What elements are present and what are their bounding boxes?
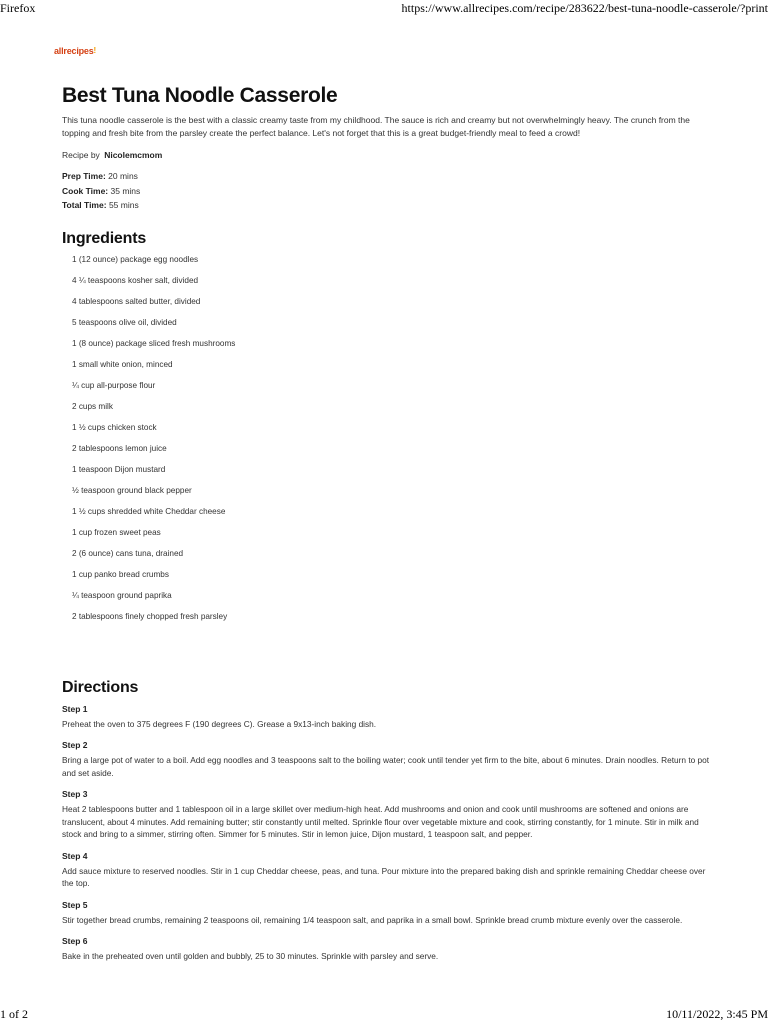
direction-step-6 xyxy=(62,934,712,963)
step-text: Bring a large pot of water to a boil. Add egg noodles and 3 teaspoons salt to the boiling water; cook until tender yet firm to the bite, about 6 minutes. Drain noodles. Return to pot and set aside. xyxy=(62,755,710,778)
browser-name: Firefox xyxy=(0,1,36,15)
step-title: Step 1 xyxy=(62,703,88,714)
ingredient-item: ¼ cup all-purpose flour xyxy=(72,380,156,390)
ingredient-item: 1 teaspoon Dijon mustard xyxy=(72,464,166,474)
direction-step-4 xyxy=(62,849,712,890)
direction-step-2 xyxy=(62,738,712,779)
ingredient-item: 2 tablespoons lemon juice xyxy=(72,443,167,453)
recipe-byline xyxy=(62,150,712,160)
step-title: Step 3 xyxy=(62,789,88,799)
ingredient-item: 5 teaspoons olive oil, divided xyxy=(72,317,177,327)
byline-prefix: Recipe by xyxy=(62,150,100,160)
step-title: Step 2 xyxy=(62,740,88,750)
direction-step-1 xyxy=(62,702,712,731)
page-url[interactable]: https://www.allrecipes.com/recipe/283622/best-tuna-noodle-casserole/?print xyxy=(401,1,768,15)
ingredient-item: 1 cup frozen sweet peas xyxy=(72,527,161,537)
ingredient-item: ½ teaspoon ground black pepper xyxy=(72,485,192,495)
page-indicator: 1 of 2 xyxy=(0,1007,28,1021)
print-header xyxy=(0,0,768,16)
direction-step-5 xyxy=(62,898,712,927)
ingredient-item: 1 (8 ounce) package sliced fresh mushrooms xyxy=(72,338,236,348)
ingredient-item: 2 (6 ounce) cans tuna, drained xyxy=(72,548,184,558)
ingredients-list xyxy=(72,253,712,631)
direction-step-3 xyxy=(62,787,712,841)
step-text: Preheat the oven to 375 degrees F (190 degrees C). Grease a 9x13-inch baking dish. xyxy=(62,718,377,729)
ingredient-item: 1 cup panko bread crumbs xyxy=(72,569,169,579)
directions-heading: Directions xyxy=(62,678,139,696)
ingredients-heading: Ingredients xyxy=(62,229,147,247)
ingredient-item: 2 cups milk xyxy=(72,401,113,411)
ingredient-item: ¼ teaspoon ground paprika xyxy=(72,590,172,600)
recipe-description: This tuna noodle casserole is the best with a classic creamy taste from my childhood. The sauce is rich and creamy but not overwhelmingly heavy. The crunch from the topping and fresh bite from the parsley create the perfect balance. Let's not forget that this is a great budget-friendly meal to feed a crowd! xyxy=(62,115,690,138)
ingredient-item: 1 ½ cups chicken stock xyxy=(72,422,157,432)
allrecipes-logo[interactable] xyxy=(54,46,96,56)
ingredient-item: 1 (12 ounce) package egg noodles xyxy=(72,254,199,264)
recipe-times xyxy=(62,169,712,213)
step-title: Step 4 xyxy=(62,850,88,861)
step-text: Heat 2 tablespoons butter and 1 tablespoon oil in a large skillet over medium-high heat. Add mushrooms and onion and cook until mushrooms are softened and onions are translucent, about 4 minutes. Add remaining butter; stir constantly until melted. Sprinkle flour over vegetable mixture and cook, stirring constantly, for 1 minute. Stir in milk and stock and bring to a simmer, stirring often. Simmer for 5 minutes. Stir in lemon juice, Dijon mustard, 1 teaspoon salt, and pepper. xyxy=(62,804,699,839)
recipe-author[interactable]: Nicolemcmom xyxy=(104,150,163,160)
recipe-title: Best Tuna Noodle Casserole xyxy=(62,84,338,107)
print-timestamp: 10/11/2022, 3:45 PM xyxy=(666,1007,768,1021)
ingredient-item: 4 ¼ teaspoons kosher salt, divided xyxy=(72,275,199,285)
step-text: Stir together bread crumbs, remaining 2 teaspoons oil, remaining 1/4 teaspoon salt, and paprika in a small bowl. Sprinkle bread crumb mixture evenly over the casserole. xyxy=(62,914,683,925)
ingredient-item: 1 small white onion, minced xyxy=(72,359,173,369)
logo-mark: ! xyxy=(93,46,96,55)
recipe-content xyxy=(62,82,712,963)
print-footer xyxy=(0,1008,768,1024)
step-text: Add sauce mixture to reserved noodles. Stir in 1 cup Cheddar cheese, peas, and tuna. Pour mixture into the prepared baking dish and sprinkle remaining Cheddar cheese over the top. xyxy=(62,865,706,888)
ingredient-item: 4 tablespoons salted butter, divided xyxy=(72,296,201,306)
step-text: Bake in the preheated oven until golden and bubbly, 25 to 30 minutes. Sprinkle with parsley and serve. xyxy=(62,951,439,961)
ingredient-item: 1 ½ cups shredded white Cheddar cheese xyxy=(72,506,226,516)
prep-time: Prep Time: 20 mins xyxy=(62,171,138,181)
total-time: Total Time: 55 mins xyxy=(62,200,139,210)
cook-time: Cook Time: 35 mins xyxy=(62,185,141,196)
ingredient-item: 2 tablespoons finely chopped fresh parsley xyxy=(72,611,228,621)
step-title: Step 5 xyxy=(62,899,88,910)
logo-text: allrecipes xyxy=(54,46,94,56)
step-title: Step 6 xyxy=(62,936,88,946)
